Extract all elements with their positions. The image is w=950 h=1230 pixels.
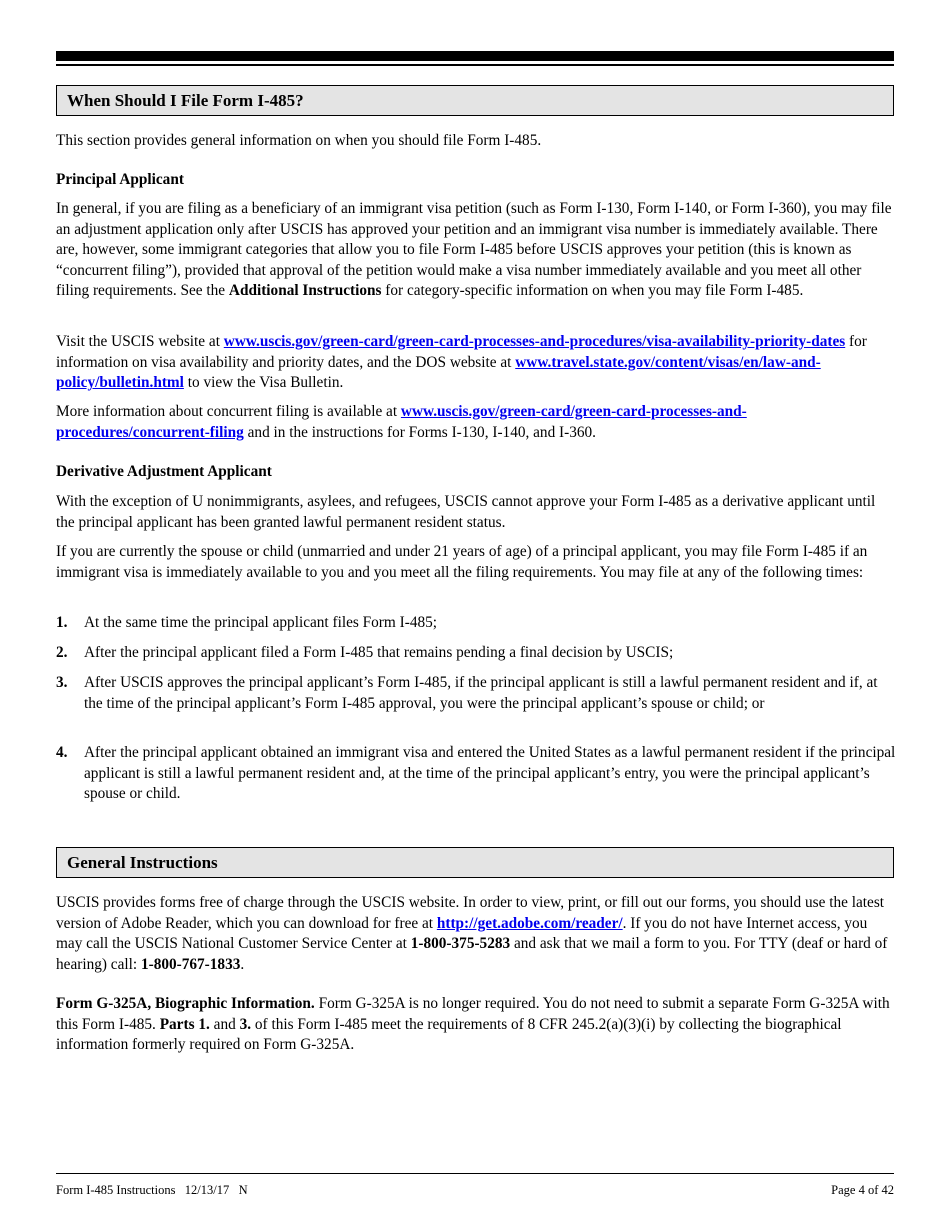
list-item [56, 673, 896, 714]
tty-phone: 1-800-767-1833 [140, 955, 241, 973]
visa-bulletin-link[interactable]: www.travel.state.gov/content/visas/en/law-and-policy/bulletin.html [56, 353, 821, 391]
footer-form-id: Form I-485 Instructions 12/13/17 N [56, 1183, 248, 1197]
section-heading-general-instructions: General Instructions [56, 847, 894, 878]
derivative-applicant-heading: Derivative Adjustment Applicant [56, 463, 272, 480]
derivative-paragraph-2: If you are currently the spouse or child (unmarried and under 21 years of age) of a principal applicant, you may file Form I-485 if an immigrant visa is immediately available to you and you meet all the filing requirements. You may file at any of the following times: [56, 543, 868, 581]
intro-paragraph: This section provides general information on when you should file Form I-485. [56, 132, 542, 149]
footer-rule [56, 1173, 894, 1174]
derivative-paragraph-1: With the exception of U nonimmigrants, asylees, and refugees, USCIS cannot approve your Form I-485 as a derivative applicant until the principal applicant has been granted lawful permanent resident status. [56, 493, 876, 531]
list-text: After USCIS approves the principal applicant’s Form I-485, if the principal applicant is still a lawful permanent resident and if, at the time of the principal applicant’s Form I-485 approval, you were the principal applicant’s spouse or child; or [84, 674, 878, 712]
list-item [56, 613, 896, 634]
general-instructions-paragraph: USCIS provides forms free of charge through the USCIS website. In order to view, print, or fill out our forms, you should use the latest version of Adobe Reader, which you can download for free at http://get.adobe.com/reader/. If you do not have Internet access, you may call the USCIS National Customer Service Center at 1-800-375-5283 and ask that we mail a form to you. For TTY (deaf or hard of hearing) call: 1-800-767-1833. [56, 894, 888, 973]
g325a-paragraph: Form G-325A, Biographic Information. Form G-325A is no longer required. You do not need to submit a separate Form G-325A with this Form I-485. Parts 1. and 3. of this Form I-485 meet the requirements of 8 CFR 245.2(a)(3)(i) by collecting the biographical information formerly required on Form G-325A. [56, 995, 890, 1053]
list-item [56, 643, 896, 664]
list-text: At the same time the principal applicant files Form I-485; [84, 614, 438, 631]
additional-instructions-ref: Additional Instructions [228, 282, 382, 299]
section-heading-when-to-file: When Should I File Form I-485? [56, 85, 894, 116]
list-number: 1. [56, 614, 68, 631]
customer-service-phone: 1-800-375-5283 [410, 935, 511, 952]
principal-applicant-paragraph: In general, if you are filing as a beneficiary of an immigrant visa petition (such as Form I-130, Form I-140, or Form I-360), you may file an adjustment application only after USCIS has approved your petition and an immigrant visa number is immediately available. There are, however, some immigrant categories that allow you to file Form I-485 before USCIS approves your petition (this is known as “concurrent filing”), provided that approval of the petition would make a visa number immediately available and you meet all other filing requirements. See the Additional Instructions for category-specific information on when you may file Form I-485. [56, 200, 892, 299]
visit-website-paragraph: Visit the USCIS website at www.uscis.gov/green-card/green-card-processes-and-procedures/visa-availability-priority-dates for information on visa availability and priority dates, and the DOS website at www.travel.state.gov/content/visas/en/law-and-policy/bulletin.html to view the Visa Bulletin. [56, 333, 867, 391]
list-text: After the principal applicant filed a Form I-485 that remains pending a final decision by USCIS; [84, 644, 674, 661]
list-item [56, 743, 896, 805]
visa-availability-link[interactable]: www.uscis.gov/green-card/green-card-processes-and-procedures/visa-availability-priority-dates [223, 333, 846, 350]
concurrent-filing-paragraph: More information about concurrent filing is available at www.uscis.gov/green-card/green-card-processes-and-procedures/concurrent-filing and in the instructions for Forms I-130, I-140, and I-360. [56, 403, 747, 441]
g325a-heading: Form G-325A, Biographic Information. [56, 995, 315, 1012]
concurrent-filing-link[interactable]: www.uscis.gov/green-card/green-card-processes-and-procedures/concurrent-filing [56, 403, 747, 441]
footer-page-number: Page 4 of 42 [831, 1183, 894, 1197]
list-text: After the principal applicant obtained an immigrant visa and entered the United States as a lawful permanent resident if the principal applicant is still a lawful permanent resident and, at the time of the principal applicant’s entry, you were the principal applicant’s spouse or child. [84, 744, 896, 802]
top-rule-thin [56, 64, 894, 66]
list-number: 2. [56, 644, 68, 661]
list-number: 4. [56, 744, 68, 761]
adobe-reader-link[interactable]: http://get.adobe.com/reader/ [436, 914, 623, 932]
top-rule [56, 51, 894, 61]
list-number: 3. [56, 674, 68, 691]
principal-applicant-heading: Principal Applicant [56, 171, 184, 188]
